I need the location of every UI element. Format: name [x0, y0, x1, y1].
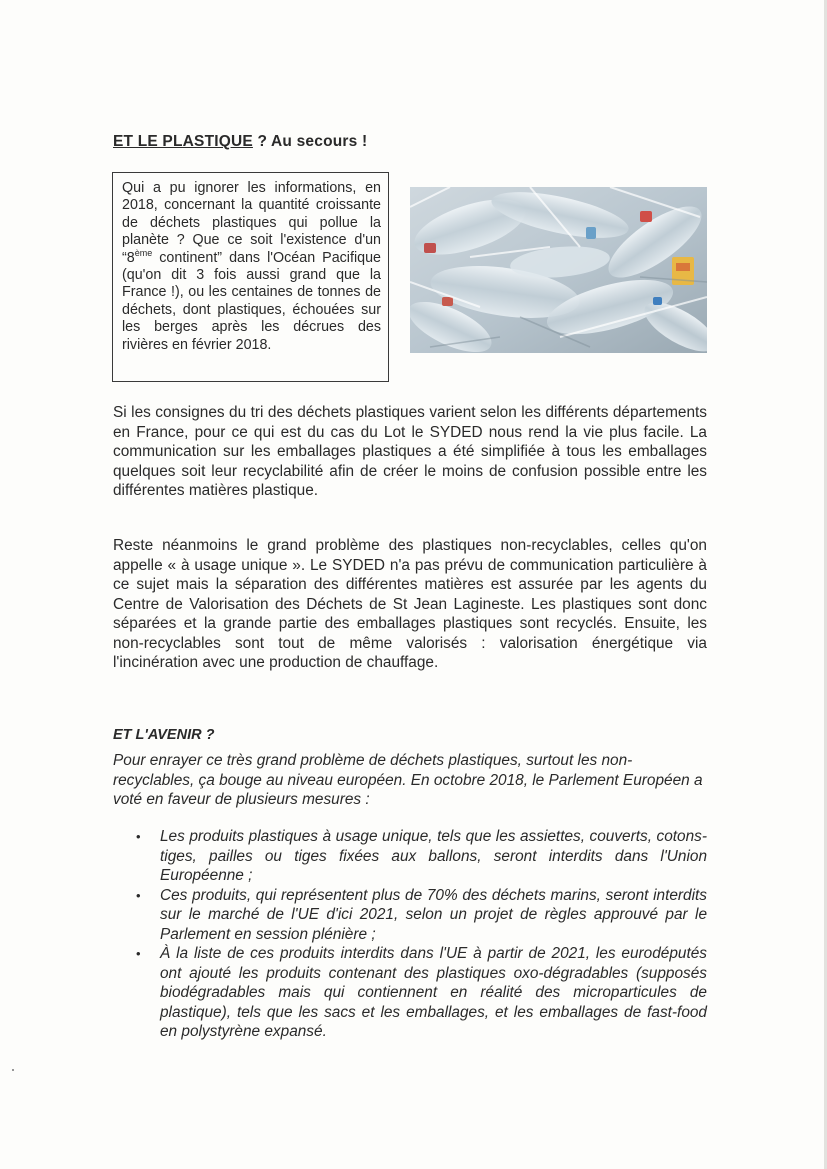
list-item-text: À la liste de ces produits interdits dans l'UE à partir de 2021, les eurodéputés ont ajouté les produits contenant des plastiques oxo-dégradables (supposés biodégradables mais qui contiennent en réalité des microparticules de plastique), tels que les sacs et les emballages, et les emballages de fast-food en polystyrène expansé.: [160, 945, 707, 1040]
intro-text-box: [112, 172, 389, 382]
avenir-intro: Pour enrayer ce très grand problème de déchets plastiques, surtout les non-recyclables, ça bouge au niveau européen. En octobre 2018, le Parlement Européen a voté en faveur de plusieurs mesures :: [113, 752, 703, 808]
bullet-icon: •: [136, 946, 141, 961]
intro-text-part1: Qui a pu ignorer les informations, en 2018, concernant la quantité croissante de déchets plastiques qui pollue la planète ? Que ce soit l'existence d'un “8: [122, 180, 381, 266]
list-item: [113, 827, 707, 886]
intro-text-part2: continent” dans l'Océan Pacifique (qu'on dit 3 fois aussi grand que la France !), ou les centaines de tonnes de déchets, dont plastiques, échouées sur les berges après les décrues des rivières en février 2018.: [122, 249, 381, 353]
plastic-bottles-photo: [410, 187, 707, 353]
scan-speck: [12, 1069, 14, 1071]
page-title-rest: ? Au secours !: [252, 133, 368, 150]
bullet-icon: •: [136, 887, 141, 903]
page-title: [113, 133, 367, 151]
list-item: [113, 944, 707, 1042]
plastic-bottles-image: [410, 187, 707, 353]
section-heading-avenir: ET L'AVENIR ?: [113, 727, 215, 743]
list-item: [113, 886, 707, 945]
paragraph-non-recyclables: Reste néanmoins le grand problème des plastiques non-recyclables, celles qu'on appelle « à usage unique ». Le SYDED n'a pas prévu de communication particulière à ce sujet mais la séparation des différentes matières est assurée par les agents du Centre de Valorisation des Déchets de St Jean Lagineste. Les plastiques sont donc séparées et la grande partie des emballages plastiques sont recyclés. Ensuite, les non-recyclables sont tout de même valorisés : valorisation énergétique via l'incinération avec une production de chauffage.: [113, 537, 707, 671]
page-title-underlined: ET LE PLASTIQUE: [113, 133, 253, 150]
list-item-text: Ces produits, qui représentent plus de 70% des déchets marins, seront interdits sur le marché de l'UE d'ici 2021, selon un projet de règles approuvé par le Parlement en session plénière ;: [160, 886, 707, 943]
bullet-icon: •: [136, 829, 141, 844]
intro-superscript: ème: [134, 247, 153, 258]
measures-list: [113, 827, 707, 1042]
paragraph-tri-dechets: Si les consignes du tri des déchets plastiques varient selon les différents départements en France, pour ce qui est du cas du Lot le SYDED nous rend la vie plus facile. La communication sur les emballages plastiques a été simplifiée à tous les emballages quelques soit leur recyclabilité afin de créer le moins de confusion possible entre les différentes matières plastique.: [113, 404, 707, 499]
list-item-text: Les produits plastiques à usage unique, tels que les assiettes, couverts, cotons-tiges, pailles ou tiges fixées aux ballons, seront interdits dans l'Union Européenne ;: [160, 828, 707, 884]
